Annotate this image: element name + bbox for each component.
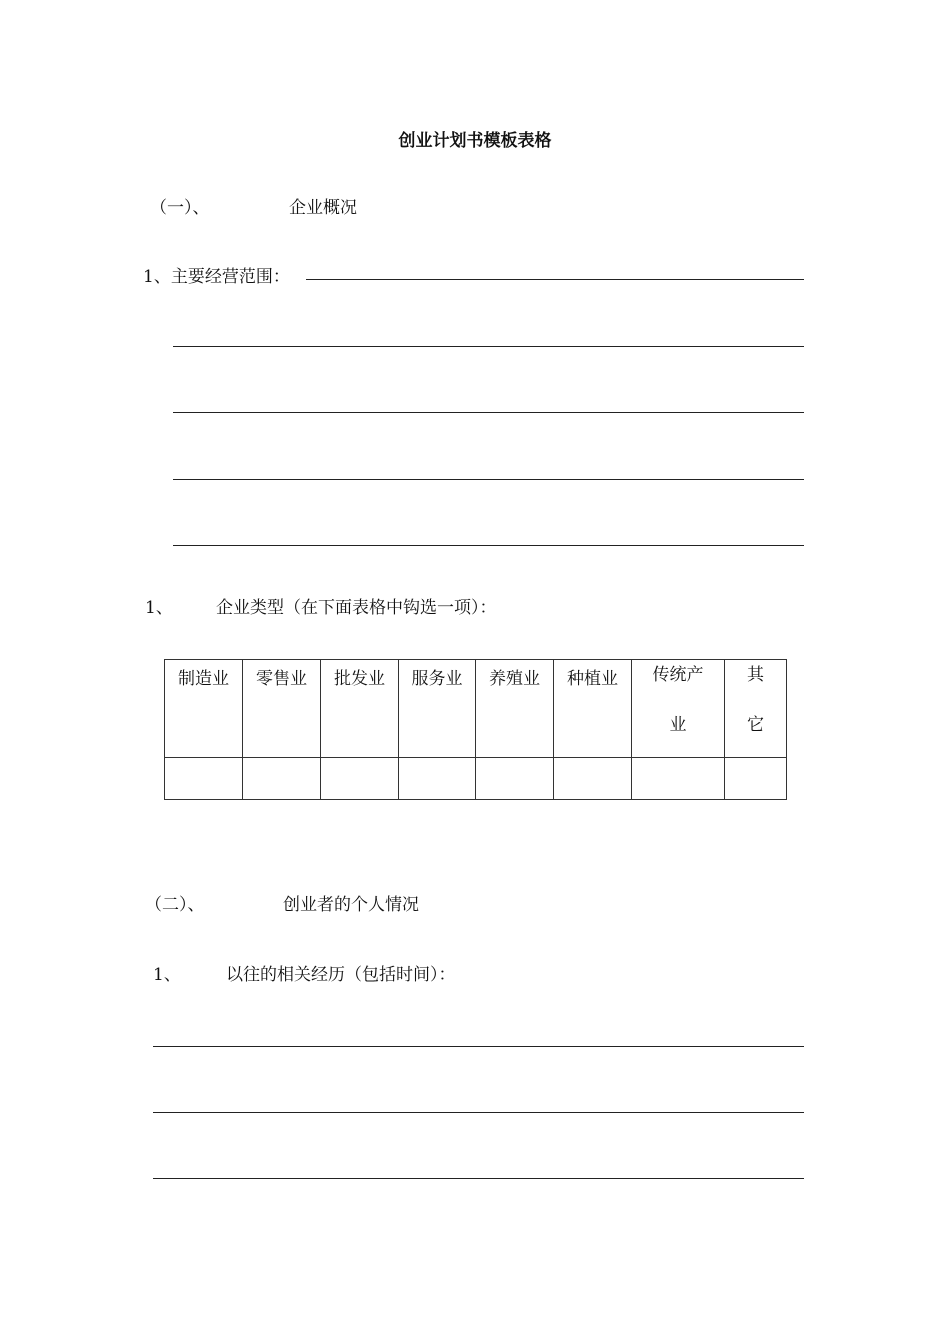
- business-type-cell: [554, 660, 632, 758]
- business-type-label-wholesale: 批发业: [334, 669, 385, 689]
- business-type-cell: [165, 660, 243, 758]
- experience-label: 以往的相关经历（包括时间）：: [226, 965, 456, 985]
- business-type-cell: [632, 660, 725, 758]
- business-type-cell: [725, 660, 787, 758]
- check-cell-wholesale[interactable]: [321, 758, 399, 800]
- check-cell-retail[interactable]: [243, 758, 321, 800]
- business-type-label-traditional-line2: 业: [669, 715, 687, 735]
- business-scope-label: 1、主要经营范围：: [143, 267, 290, 287]
- business-type-cell: [476, 660, 554, 758]
- business-type-label: 企业类型（在下面表格中钩选一项）：: [216, 598, 497, 618]
- business-scope-line-4[interactable]: [173, 479, 804, 480]
- business-type-label-other-line1: 其: [747, 665, 764, 685]
- business-scope-line-2[interactable]: [173, 346, 804, 347]
- experience-line-3[interactable]: [153, 1178, 804, 1179]
- business-scope-line-3[interactable]: [173, 412, 804, 413]
- business-type-label-service: 服务业: [411, 669, 463, 689]
- check-cell-other[interactable]: [725, 758, 787, 800]
- business-type-label-other: [725, 646, 786, 750]
- experience-number: 1、: [153, 965, 181, 985]
- check-cell-service[interactable]: [399, 758, 476, 800]
- business-type-check-row: [165, 758, 787, 800]
- business-type-label-other-line2: 它: [747, 715, 764, 735]
- check-cell-traditional[interactable]: [632, 758, 725, 800]
- business-type-cell: [243, 660, 321, 758]
- business-type-label-breeding: 养殖业: [489, 669, 540, 689]
- business-scope-line-5[interactable]: [173, 545, 804, 546]
- business-type-label-traditional-line1: 传统产: [652, 665, 704, 685]
- business-type-header-row: [165, 660, 787, 758]
- business-type-label-planting: 种植业: [567, 669, 618, 689]
- experience-line-1[interactable]: [153, 1046, 804, 1047]
- check-cell-manufacturing[interactable]: [165, 758, 243, 800]
- check-cell-planting[interactable]: [554, 758, 632, 800]
- business-type-label-traditional: [632, 646, 724, 750]
- section1-number: （一）、: [150, 198, 210, 218]
- section2-title: 创业者的个人情况: [283, 895, 419, 915]
- section2-number: （二）、: [145, 895, 205, 915]
- business-type-cell: [399, 660, 476, 758]
- business-type-cell: [321, 660, 399, 758]
- business-type-table: [164, 659, 787, 800]
- document-title: 创业计划书模板表格: [398, 131, 552, 151]
- business-type-label-manufacturing: 制造业: [178, 669, 229, 689]
- business-scope-line-1[interactable]: [306, 279, 804, 280]
- experience-line-2[interactable]: [153, 1112, 804, 1113]
- business-type-label-retail: 零售业: [256, 669, 307, 689]
- section1-title: 企业概况: [289, 198, 357, 218]
- business-type-number: 1、: [145, 598, 173, 618]
- check-cell-breeding[interactable]: [476, 758, 554, 800]
